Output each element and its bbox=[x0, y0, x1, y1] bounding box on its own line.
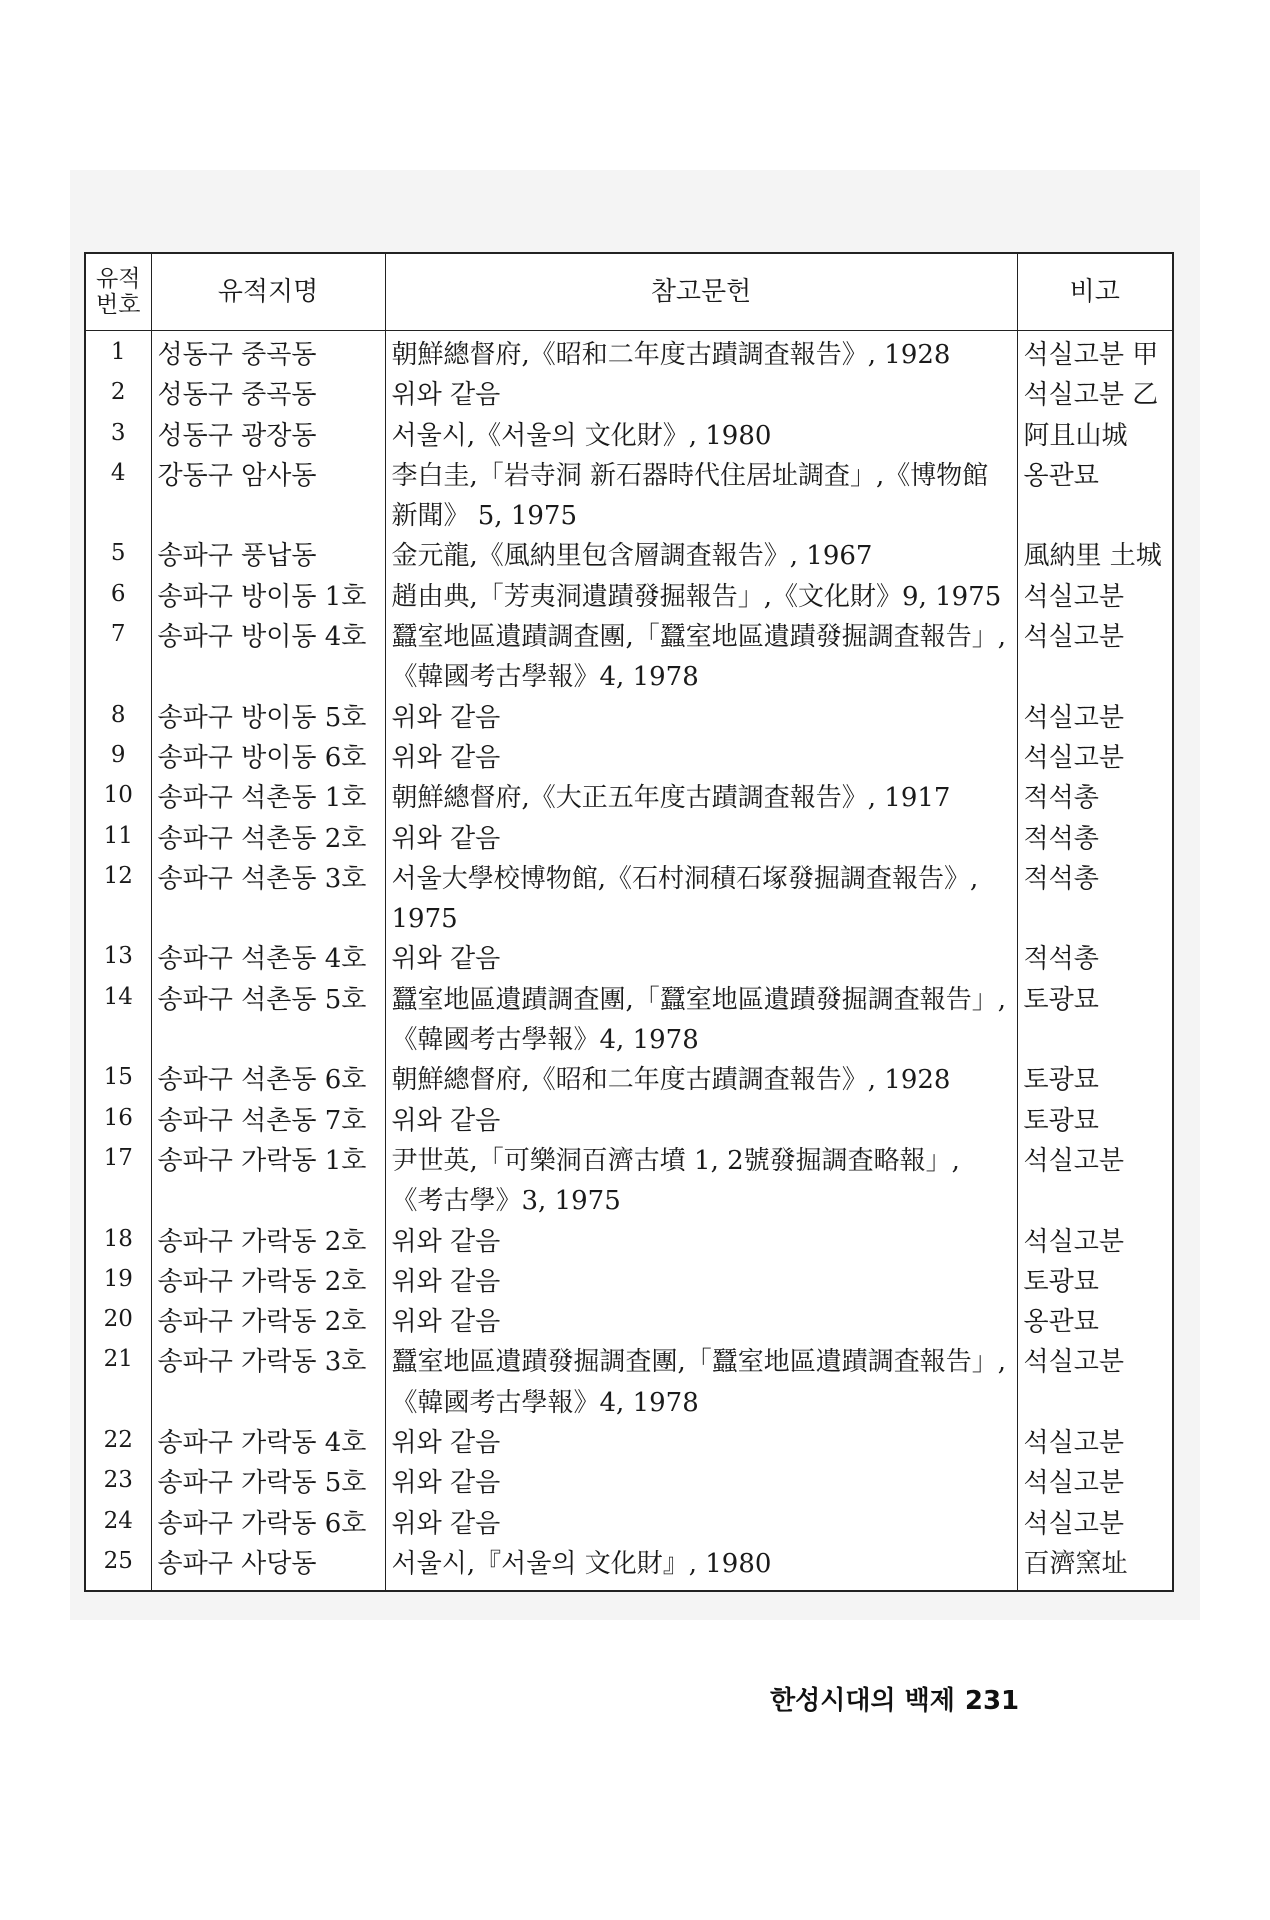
table-row bbox=[85, 778, 1173, 818]
table-row bbox=[85, 738, 1173, 778]
table-row bbox=[85, 698, 1173, 738]
table-row bbox=[85, 1060, 1173, 1100]
row-number: 1 bbox=[85, 331, 151, 376]
row-number: 2 bbox=[85, 375, 151, 415]
table-row bbox=[85, 1504, 1173, 1544]
row-site-name: 송파구 방이동 5호 bbox=[151, 698, 385, 738]
row-site-name: 송파구 풍납동 bbox=[151, 536, 385, 576]
row-site-name: 송파구 석촌동 2호 bbox=[151, 819, 385, 859]
row-note: 석실고분 bbox=[1017, 617, 1173, 698]
table-row bbox=[85, 456, 1173, 537]
page-number: 231 bbox=[964, 1686, 1020, 1716]
row-site-name: 송파구 가락동 2호 bbox=[151, 1222, 385, 1262]
row-number: 20 bbox=[85, 1302, 151, 1342]
row-number: 11 bbox=[85, 819, 151, 859]
row-number: 8 bbox=[85, 698, 151, 738]
row-note: 적석총 bbox=[1017, 939, 1173, 979]
row-site-name: 송파구 가락동 6호 bbox=[151, 1504, 385, 1544]
row-reference: 朝鮮總督府,《昭和二年度古蹟調査報告》, 1928 bbox=[385, 331, 1017, 376]
row-reference: 위와 같음 bbox=[385, 375, 1017, 415]
row-number: 6 bbox=[85, 577, 151, 617]
row-number: 15 bbox=[85, 1060, 151, 1100]
table-row bbox=[85, 536, 1173, 576]
row-number: 10 bbox=[85, 778, 151, 818]
row-site-name: 송파구 사당동 bbox=[151, 1544, 385, 1591]
row-site-name: 송파구 석촌동 5호 bbox=[151, 980, 385, 1061]
row-number: 14 bbox=[85, 980, 151, 1061]
header-site-number-line1: 유적 bbox=[96, 265, 141, 292]
row-reference: 朝鮮總督府,《昭和二年度古蹟調査報告》, 1928 bbox=[385, 1060, 1017, 1100]
row-reference: 蠶室地區遺蹟調査團,「蠶室地區遺蹟發掘調査報告」,《韓國考古學報》4, 1978 bbox=[385, 617, 1017, 698]
table-row bbox=[85, 1222, 1173, 1262]
row-note: 옹관묘 bbox=[1017, 1302, 1173, 1342]
row-site-name: 송파구 방이동 4호 bbox=[151, 617, 385, 698]
row-site-name: 송파구 가락동 2호 bbox=[151, 1302, 385, 1342]
table-row bbox=[85, 617, 1173, 698]
row-note: 석실고분 bbox=[1017, 698, 1173, 738]
row-note: 토광묘 bbox=[1017, 1262, 1173, 1302]
row-site-name: 강동구 암사동 bbox=[151, 456, 385, 537]
row-number: 12 bbox=[85, 859, 151, 940]
row-reference: 蠶室地區遺蹟發掘調査團,「蠶室地區遺蹟調査報告」,《韓國考古學報》4, 1978 bbox=[385, 1342, 1017, 1423]
row-site-name: 송파구 가락동 1호 bbox=[151, 1141, 385, 1222]
row-note: 석실고분 bbox=[1017, 1504, 1173, 1544]
row-number: 25 bbox=[85, 1544, 151, 1591]
row-site-name: 송파구 가락동 2호 bbox=[151, 1262, 385, 1302]
table-row bbox=[85, 1262, 1173, 1302]
row-number: 19 bbox=[85, 1262, 151, 1302]
row-site-name: 송파구 석촌동 6호 bbox=[151, 1060, 385, 1100]
table-row bbox=[85, 416, 1173, 456]
row-reference: 위와 같음 bbox=[385, 1262, 1017, 1302]
row-reference: 위와 같음 bbox=[385, 819, 1017, 859]
table-row bbox=[85, 980, 1173, 1061]
row-note: 옹관묘 bbox=[1017, 456, 1173, 537]
row-reference: 위와 같음 bbox=[385, 1302, 1017, 1342]
row-site-name: 송파구 석촌동 3호 bbox=[151, 859, 385, 940]
table-row bbox=[85, 819, 1173, 859]
row-reference: 위와 같음 bbox=[385, 1463, 1017, 1503]
row-site-name: 송파구 석촌동 4호 bbox=[151, 939, 385, 979]
row-number: 3 bbox=[85, 416, 151, 456]
site-reference-table bbox=[84, 252, 1174, 1592]
row-note: 석실고분 bbox=[1017, 1423, 1173, 1463]
row-number: 9 bbox=[85, 738, 151, 778]
row-note: 석실고분 bbox=[1017, 1342, 1173, 1423]
row-note: 석실고분 bbox=[1017, 1141, 1173, 1222]
row-note: 적석총 bbox=[1017, 859, 1173, 940]
row-note: 석실고분 甲 bbox=[1017, 331, 1173, 376]
table-body bbox=[85, 331, 1173, 1592]
row-note: 風納里 土城 bbox=[1017, 536, 1173, 576]
row-number: 24 bbox=[85, 1504, 151, 1544]
row-reference: 위와 같음 bbox=[385, 1101, 1017, 1141]
row-reference: 위와 같음 bbox=[385, 738, 1017, 778]
header-reference: 참고문헌 bbox=[385, 253, 1017, 331]
row-site-name: 성동구 중곡동 bbox=[151, 375, 385, 415]
row-site-name: 송파구 가락동 3호 bbox=[151, 1342, 385, 1423]
row-site-name: 송파구 석촌동 7호 bbox=[151, 1101, 385, 1141]
row-number: 7 bbox=[85, 617, 151, 698]
row-number: 17 bbox=[85, 1141, 151, 1222]
row-reference: 金元龍,《風納里包含層調査報告》, 1967 bbox=[385, 536, 1017, 576]
row-note: 석실고분 乙 bbox=[1017, 375, 1173, 415]
row-reference: 위와 같음 bbox=[385, 939, 1017, 979]
row-note: 百濟窯址 bbox=[1017, 1544, 1173, 1591]
table-row bbox=[85, 859, 1173, 940]
table-header-row bbox=[85, 253, 1173, 331]
row-number: 22 bbox=[85, 1423, 151, 1463]
row-reference: 위와 같음 bbox=[385, 1222, 1017, 1262]
row-site-name: 성동구 중곡동 bbox=[151, 331, 385, 376]
row-reference: 위와 같음 bbox=[385, 1504, 1017, 1544]
row-site-name: 송파구 가락동 5호 bbox=[151, 1463, 385, 1503]
row-reference: 서울시,《서울의 文化財》, 1980 bbox=[385, 416, 1017, 456]
row-number: 13 bbox=[85, 939, 151, 979]
row-reference: 위와 같음 bbox=[385, 1423, 1017, 1463]
row-note: 석실고분 bbox=[1017, 738, 1173, 778]
table-row bbox=[85, 1463, 1173, 1503]
row-reference: 서울大學校博物館,《石村洞積石塚發掘調査報告》, 1975 bbox=[385, 859, 1017, 940]
table-row bbox=[85, 1302, 1173, 1342]
row-reference: 尹世英,「可樂洞百濟古墳 1, 2號發掘調査略報」,《考古學》3, 1975 bbox=[385, 1141, 1017, 1222]
row-note: 적석총 bbox=[1017, 778, 1173, 818]
row-site-name: 송파구 방이동 1호 bbox=[151, 577, 385, 617]
footer-book-title: 한성시대의 백제 bbox=[770, 1686, 955, 1716]
row-number: 23 bbox=[85, 1463, 151, 1503]
row-reference: 李白圭,「岩寺洞 新石器時代住居址調査」,《博物館新聞》 5, 1975 bbox=[385, 456, 1017, 537]
row-number: 5 bbox=[85, 536, 151, 576]
row-note: 阿且山城 bbox=[1017, 416, 1173, 456]
row-note: 적석총 bbox=[1017, 819, 1173, 859]
row-note: 석실고분 bbox=[1017, 577, 1173, 617]
header-site-number bbox=[85, 253, 151, 331]
row-reference: 서울시,『서울의 文化財』, 1980 bbox=[385, 1544, 1017, 1591]
table-row bbox=[85, 577, 1173, 617]
row-note: 토광묘 bbox=[1017, 980, 1173, 1061]
table-row bbox=[85, 1101, 1173, 1141]
row-site-name: 송파구 가락동 4호 bbox=[151, 1423, 385, 1463]
row-number: 21 bbox=[85, 1342, 151, 1423]
row-number: 4 bbox=[85, 456, 151, 537]
table-row bbox=[85, 1141, 1173, 1222]
row-site-name: 송파구 석촌동 1호 bbox=[151, 778, 385, 818]
header-site-name: 유적지명 bbox=[151, 253, 385, 331]
row-reference: 위와 같음 bbox=[385, 698, 1017, 738]
row-reference: 朝鮮總督府,《大正五年度古蹟調査報告》, 1917 bbox=[385, 778, 1017, 818]
row-number: 18 bbox=[85, 1222, 151, 1262]
row-note: 석실고분 bbox=[1017, 1222, 1173, 1262]
row-reference: 趙由典,「芳夷洞遺蹟發掘報告」,《文化財》9, 1975 bbox=[385, 577, 1017, 617]
row-number: 16 bbox=[85, 1101, 151, 1141]
row-site-name: 송파구 방이동 6호 bbox=[151, 738, 385, 778]
header-note: 비고 bbox=[1017, 253, 1173, 331]
table-row bbox=[85, 939, 1173, 979]
table-row bbox=[85, 1544, 1173, 1591]
row-note: 토광묘 bbox=[1017, 1101, 1173, 1141]
table-row bbox=[85, 331, 1173, 376]
table-row bbox=[85, 1423, 1173, 1463]
row-note: 석실고분 bbox=[1017, 1463, 1173, 1503]
table-row bbox=[85, 1342, 1173, 1423]
row-note: 토광묘 bbox=[1017, 1060, 1173, 1100]
table-row bbox=[85, 375, 1173, 415]
page-footer bbox=[770, 1680, 1019, 1717]
row-site-name: 성동구 광장동 bbox=[151, 416, 385, 456]
header-site-number-line2: 번호 bbox=[96, 292, 141, 318]
row-reference: 蠶室地區遺蹟調査團,「蠶室地區遺蹟發掘調査報告」,《韓國考古學報》4, 1978 bbox=[385, 980, 1017, 1061]
